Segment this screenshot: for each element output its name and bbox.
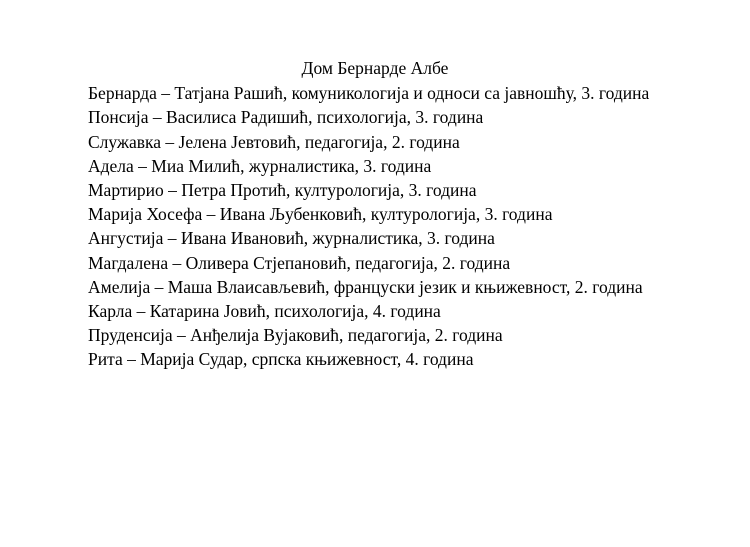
- cast-line-prudensija: Пруденсија – Анђелија Вујаковић, педагогија, 2. година: [88, 325, 503, 346]
- cast-line-martirio: Мартирио – Петра Протић, културологија, 3. година: [88, 180, 477, 201]
- cast-line-adela: Адела – Миа Милић, журналистика, 3. година: [88, 155, 432, 176]
- cast-line-ponsija: Понсија – Василиса Радишић, психологија, 3. година: [88, 107, 484, 128]
- cast-line-marija-hosefa: Марија Хосефа – Ивана Љубенковић, културологија, 3. година: [88, 204, 553, 225]
- cast-line-bernarda: Бернарда – Татјана Рашић, комуникологија и односи са јавношћу, 3. година: [88, 83, 650, 104]
- cast-line-rita: Рита – Марија Судар, српска књижевност, 4. година: [88, 349, 474, 370]
- cast-line-angustija: Ангустија – Ивана Ивановић, журналистика, 3. година: [88, 228, 495, 249]
- cast-line-magdalena: Магдалена – Оливера Стјепановић, педагогија, 2. година: [88, 252, 511, 273]
- cast-line-sluzavka: Служавка – Јелена Јевтовић, педагогија, 2. година: [88, 131, 460, 152]
- document-content: [88, 56, 662, 372]
- cast-line-amelija: Амелија – Маша Влаисављевић, француски језик и књижевност, 2. година: [88, 276, 643, 297]
- cast-line-karla: Карла – Катарина Јовић, психологија, 4. година: [88, 301, 441, 322]
- document-title: Дом Бернарде Албе: [301, 58, 449, 78]
